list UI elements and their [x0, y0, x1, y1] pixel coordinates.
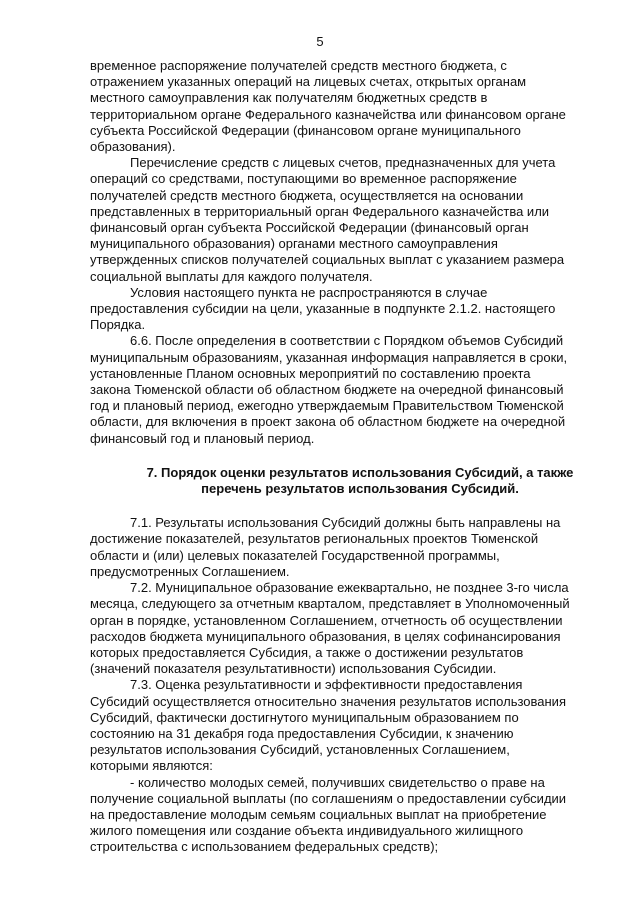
section-heading: 7. Порядок оценки результатов использования Субсидий, а также перечень результатов использования Субсидий.: [146, 464, 574, 497]
paragraph-5: 7.1. Результаты использования Субсидий должны быть направлены на достижение показателей, результатов региональных проектов Тюменской области и (или) целевых показателей Государственной программы, предусмотренных Соглашением.: [90, 515, 561, 579]
paragraph-7: 7.3. Оценка результативности и эффективности предоставления Субсидий осуществляется относительно значения результатов использования Субсидий, фактически достигнутого муниципальным образованием по состоянию на 31 декабря года предоставления Субсидии, к значению результатов использования Субсидий, установленных Соглашением, которыми являются:: [90, 677, 566, 774]
paragraph-4: 6.6. После определения в соответствии с Порядком объемов Субсидий муниципальным образованиям, указанная информация направляется в сроки, установленные Планом основных мероприятий по составлению проекта закона Тюменской области об областном бюджете на очередной финансовый год и плановый период, ежегодно утверждаемым Правительством Тюменской области, для включения в проект закона об областном бюджете на очередной финансовый год и плановый период.: [90, 333, 568, 446]
paragraph-2: Перечисление средств с лицевых счетов, предназначенных для учета операций со средствами, поступающими во временное распоряжение получателей средств местного бюджета, осуществляется на основании представленных в территориальный орган Федерального казначейства или финансовый орган субъекта Российской Федерации (финансовый орган муниципального образования) органами местного самоуправления утвержденных списков получателей социальных выплат с указанием размера социальной выплаты для каждого получателя.: [90, 155, 565, 284]
list-item: - количество молодых семей, получивших свидетельство о праве на получение социальной выплаты (по соглашениям о предоставлении субсидии на предоставление молодым семьям социальных выплат на приобретение жилого помещения или создание объекта индивидуального жилищного строительства с использованием федеральных средств);: [90, 774, 567, 855]
document-body: [90, 58, 610, 856]
page-number: 5: [316, 34, 324, 49]
paragraph-6: 7.2. Муниципальное образование ежеквартально, не позднее 3-го числа месяца, следующего за отчетным кварталом, представляет в Уполномоченный орган в порядке, установленном Соглашением, отчетность об осуществлении расходов бюджета муниципального образования, в целях софинансирования которых предоставляется Субсидия, а также о достижении результатов (значений показателя результативности) использования Субсидии.: [90, 580, 570, 677]
paragraph-1: временное распоряжение получателей средств местного бюджета, с отражением указанных операций на лицевых счетах, открытых органам местного самоуправления как получателям бюджетных средств в территориальном органе Федерального казначейства или финансовом органе субъекта Российской Федерации (финансовом органе муниципального образования).: [90, 58, 566, 155]
paragraph-3: Условия настоящего пункта не распространяются в случае предоставления субсидии на цели, указанные в подпункте 2.1.2. настоящего Порядка.: [90, 284, 556, 333]
